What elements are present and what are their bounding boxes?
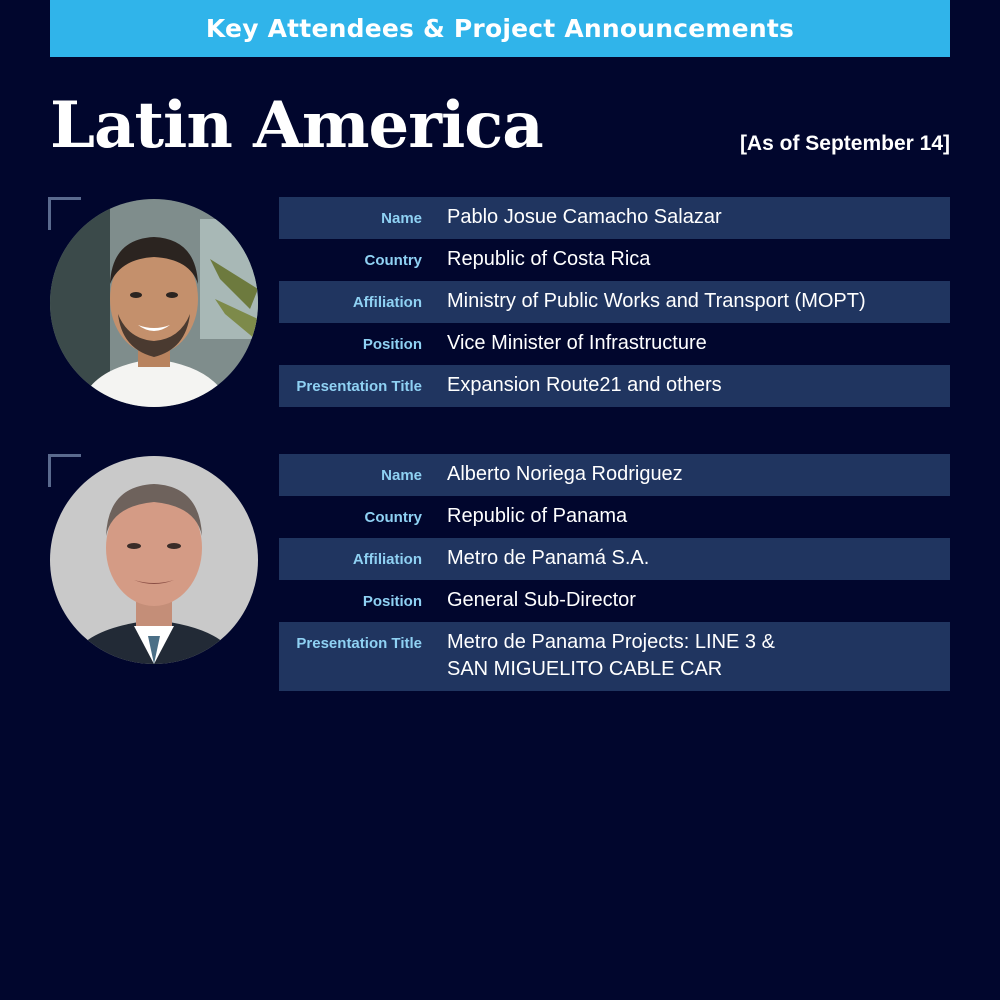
field-value: Vice Minister of Infrastructure: [447, 332, 707, 354]
banner-title: Key Attendees & Project Announcements: [205, 14, 795, 43]
attendee-photo: [50, 199, 258, 407]
field-label: Position: [362, 336, 422, 353]
detail-row-country: [279, 496, 950, 538]
field-value: Ministry of Public Works and Transport (MOPT): [447, 290, 866, 312]
detail-row-name: [279, 197, 950, 239]
field-label: Country: [364, 252, 422, 269]
field-label: Affiliation: [352, 551, 422, 568]
field-label: Country: [364, 509, 422, 526]
detail-row-country: [279, 239, 950, 281]
detail-row-affiliation: [279, 281, 950, 323]
field-label: Presentation Title: [296, 378, 422, 395]
field-value: Expansion Route21 and others: [447, 374, 722, 396]
corner-bracket: [48, 454, 81, 487]
field-value: Pablo Josue Camacho Salazar: [447, 206, 722, 228]
header-banner: [50, 0, 950, 57]
detail-row-position: [279, 580, 950, 622]
detail-row-name: [279, 454, 950, 496]
field-value: Republic of Costa Rica: [447, 248, 651, 270]
field-value: Metro de Panama Projects: LINE 3 & SAN MIGUELITO CABLE CAR: [447, 631, 775, 680]
detail-row-presentation-title: [279, 622, 950, 691]
corner-bracket: [48, 197, 81, 230]
field-label: Presentation Title: [296, 635, 422, 652]
attendee-photo: [50, 456, 258, 664]
field-value: Alberto Noriega Rodriguez: [447, 463, 683, 485]
field-value: Republic of Panama: [447, 505, 628, 527]
field-value: Metro de Panamá S.A.: [447, 547, 650, 569]
attendee-details: [279, 454, 950, 691]
field-label: Name: [381, 210, 422, 227]
detail-row-presentation-title: [279, 365, 950, 407]
detail-row-position: [279, 323, 950, 365]
detail-row-affiliation: [279, 538, 950, 580]
region-title: Latin America: [50, 88, 543, 163]
field-label: Name: [381, 467, 422, 484]
field-label: Position: [362, 593, 422, 610]
field-label: Affiliation: [352, 294, 422, 311]
as-of-date: [As of September 14]: [739, 132, 950, 155]
attendee-details: [279, 197, 950, 407]
field-value: General Sub-Director: [447, 589, 636, 611]
